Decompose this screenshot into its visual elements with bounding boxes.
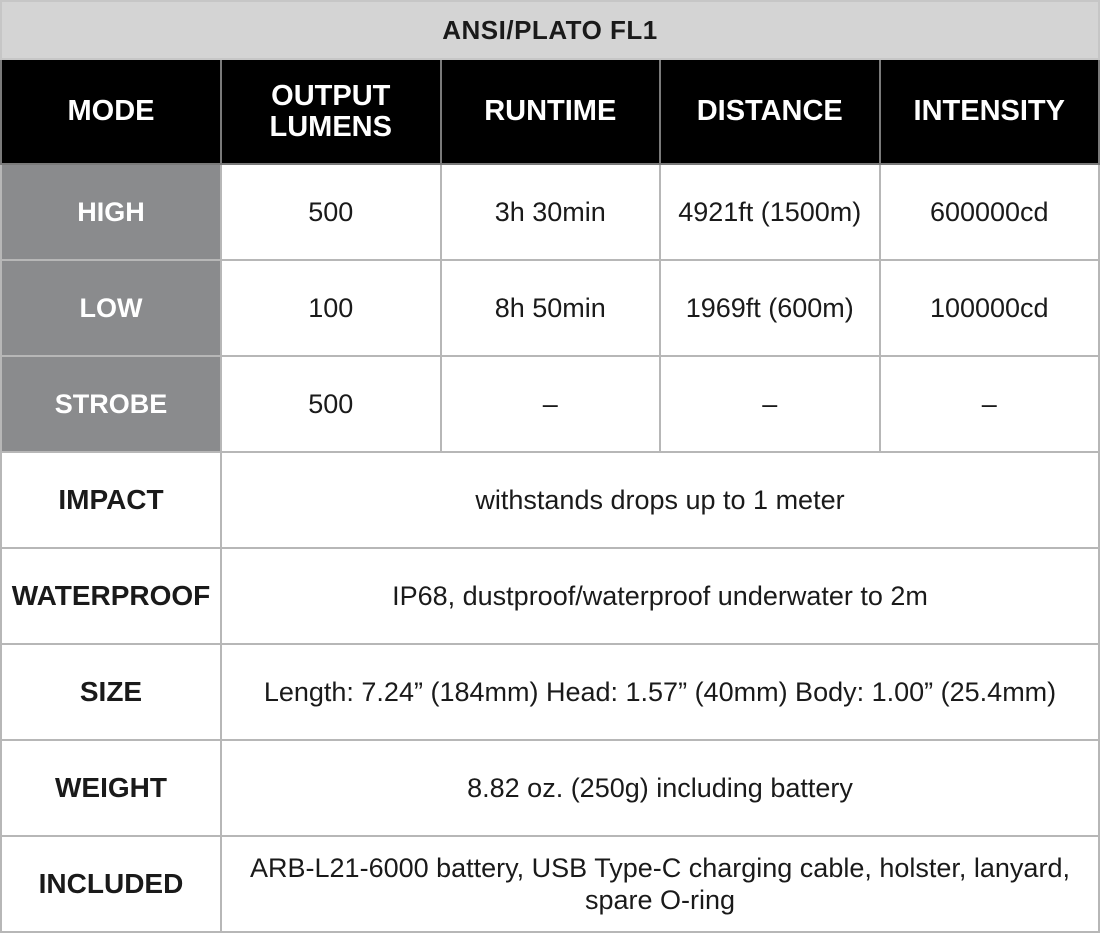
intensity-high: 600000cd	[880, 164, 1100, 260]
lumens-low: 100	[221, 260, 441, 356]
lumens-high: 500	[221, 164, 441, 260]
mode-strobe: STROBE	[1, 356, 221, 452]
header-distance: DISTANCE	[660, 59, 880, 164]
runtime-high: 3h 30min	[441, 164, 661, 260]
value-weight: 8.82 oz. (250g) including battery	[221, 740, 1099, 836]
value-included-line1: ARB-L21-6000 battery, USB Type-C charging cable, holster, lanyard,	[250, 853, 1070, 883]
value-waterproof: IP68, dustproof/waterproof underwater to 2m	[221, 548, 1099, 644]
header-runtime: RUNTIME	[441, 59, 661, 164]
table-row-strobe	[1, 356, 1099, 452]
runtime-low: 8h 50min	[441, 260, 661, 356]
value-impact: withstands drops up to 1 meter	[221, 452, 1099, 548]
label-weight: WEIGHT	[1, 740, 221, 836]
runtime-strobe: –	[441, 356, 661, 452]
header-output-lumens	[221, 59, 441, 164]
value-included	[221, 836, 1099, 932]
table-row-low	[1, 260, 1099, 356]
label-included: INCLUDED	[1, 836, 221, 932]
value-included-line2: spare O-ring	[584, 885, 736, 915]
distance-high: 4921ft (1500m)	[660, 164, 880, 260]
label-impact: IMPACT	[1, 452, 221, 548]
header-row	[1, 59, 1099, 164]
header-output-line1: OUTPUT	[271, 79, 391, 112]
header-intensity: INTENSITY	[880, 59, 1100, 164]
title-row	[1, 1, 1099, 59]
distance-strobe: –	[660, 356, 880, 452]
intensity-strobe: –	[880, 356, 1100, 452]
label-size: SIZE	[1, 644, 221, 740]
label-waterproof: WATERPROOF	[1, 548, 221, 644]
table-row-impact	[1, 452, 1099, 548]
lumens-strobe: 500	[221, 356, 441, 452]
table-title: ANSI/PLATO FL1	[1, 1, 1099, 59]
value-size: Length: 7.24” (184mm) Head: 1.57” (40mm) Body: 1.00” (25.4mm)	[221, 644, 1099, 740]
intensity-low: 100000cd	[880, 260, 1100, 356]
table-row-included	[1, 836, 1099, 932]
mode-low: LOW	[1, 260, 221, 356]
header-mode: MODE	[1, 59, 221, 164]
table-row-size	[1, 644, 1099, 740]
table-row-waterproof	[1, 548, 1099, 644]
table-row-high	[1, 164, 1099, 260]
header-output-line2: LUMENS	[269, 110, 392, 143]
mode-high: HIGH	[1, 164, 221, 260]
distance-low: 1969ft (600m)	[660, 260, 880, 356]
table-row-weight	[1, 740, 1099, 836]
